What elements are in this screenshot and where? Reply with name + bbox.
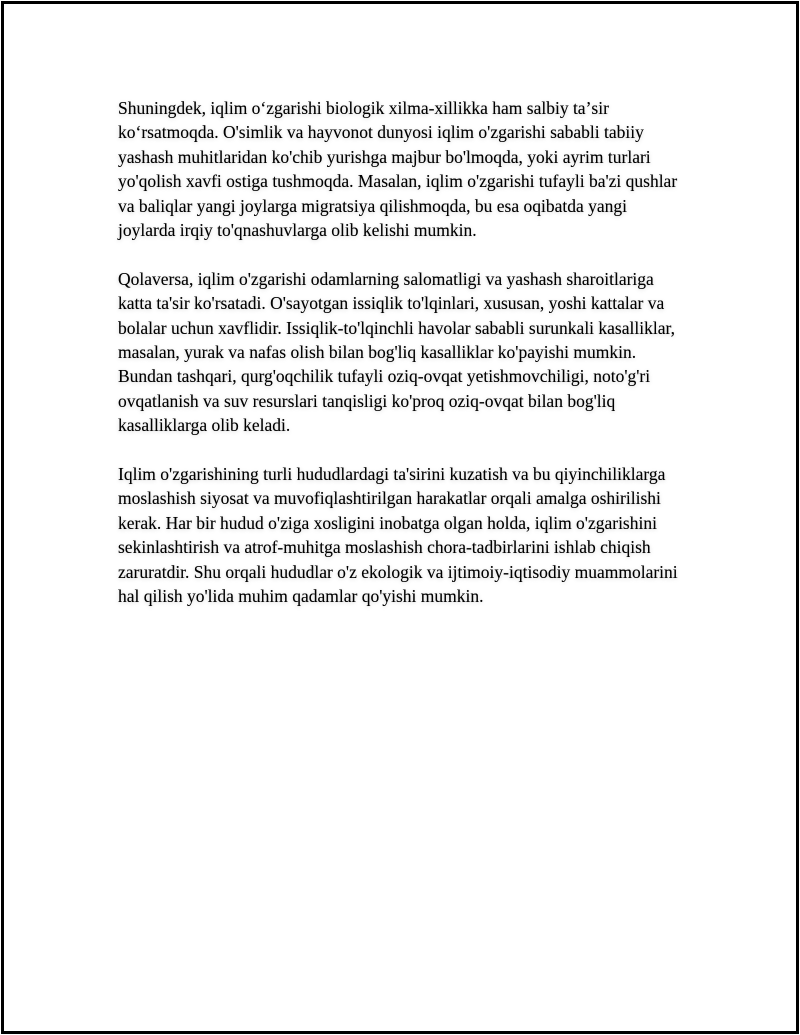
page-frame bbox=[1, 1, 799, 1034]
paragraph-biodiversity: Shuningdek, iqlim oʻzgarishi biologik xilma-xillikka ham salbiy taʼsir koʻrsatmoqda. O'simlik va hayvonot dunyosi iqlim o'zgarishi sababli tabiiy yashash muhitlaridan ko'chib yurishga majbur bo'lmoqda, yoki ayrim turlari yo'qolish xavfi ostiga tushmoqda. Masalan, iqlim o'zgarishi tufayli ba'zi qushlar va baliqlar yangi joylarga migratsiya qilishmoqda, bu esa oqibatda yangi joylarda irqiy to'qnashuvlarga olib kelishi mumkin. bbox=[118, 98, 678, 241]
body-text bbox=[118, 96, 688, 633]
paragraph-adaptation: Iqlim o'zgarishining turli hududlardagi ta'sirini kuzatish va bu qiyinchiliklarga moslashish siyosat va muvofiqlashtirilgan harakatlar orqali amalga oshirilishi kerak. Har bir hudud o'ziga xosligini inobatga olgan holda, iqlim o'zgarishini sekinlashtirish va atrof-muhitga moslashish chora-tadbirlarini ishlab chiqish zaruratdir. Shu orqali hududlar o'z ekologik va ijtimoiy-iqtisodiy muammolarini hal qilish yo'lida muhim qadamlar qo'yishi mumkin. bbox=[118, 464, 678, 607]
paragraph-health: Qolaversa, iqlim o'zgarishi odamlarning salomatligi va yashash sharoitlariga katta ta'sir ko'rsatadi. O'sayotgan issiqlik to'lqinlari, xususan, yoshi kattalar va bolalar uchun xavflidir. Issiqlik-to'lqinchli havolar sababli surunkali kasalliklar, masalan, yurak va nafas olish bilan bog'liq kasalliklar ko'payishi mumkin. Bundan tashqari, qurg'oqchilik tufayli oziq-ovqat yetishmovchiligi, noto'g'ri ovqatlanish va suv resurslari tanqisligi ko'proq oziq-ovqat bilan bog'liq kasalliklarga olib keladi. bbox=[118, 268, 675, 436]
